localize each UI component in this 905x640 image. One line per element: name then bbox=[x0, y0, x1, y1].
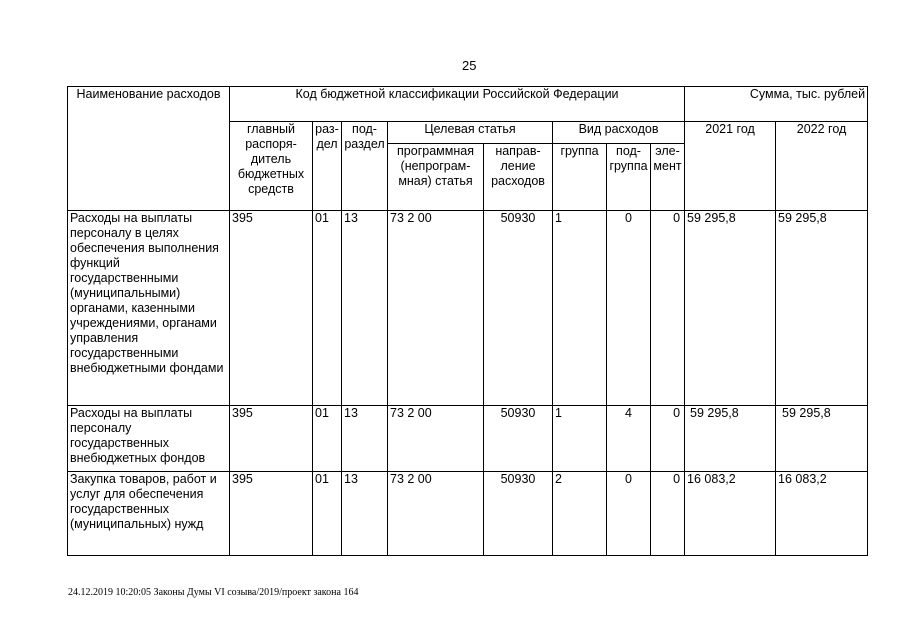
row-sum-2021: 59 295,8 bbox=[685, 211, 776, 406]
page-number: 25 bbox=[462, 58, 477, 73]
row-subgroup: 0 bbox=[607, 472, 651, 556]
row-group: 1 bbox=[553, 211, 607, 406]
row-group: 1 bbox=[553, 406, 607, 472]
header-expense-type: Вид расходов bbox=[553, 122, 685, 144]
table-row bbox=[68, 211, 868, 406]
row-section: 01 bbox=[313, 406, 342, 472]
row-section: 01 bbox=[313, 472, 342, 556]
table-row bbox=[68, 406, 868, 472]
row-direction: 50930 bbox=[484, 211, 553, 406]
row-sum-2021: 59 295,8 bbox=[685, 406, 776, 472]
row-manager: 395 bbox=[230, 211, 313, 406]
header-code: Код бюджетной классификации Российской Федерации bbox=[230, 87, 685, 122]
row-program: 73 2 00 bbox=[388, 472, 484, 556]
header-name: Наименование расходов bbox=[68, 87, 230, 211]
row-section: 01 bbox=[313, 211, 342, 406]
header-sum: Сумма, тыс. рублей bbox=[685, 87, 868, 122]
header-element: эле-мент bbox=[651, 144, 685, 211]
row-element: 0 bbox=[651, 472, 685, 556]
budget-table bbox=[67, 86, 868, 556]
row-sum-2022: 59 295,8 bbox=[776, 211, 868, 406]
row-manager: 395 bbox=[230, 472, 313, 556]
row-element: 0 bbox=[651, 211, 685, 406]
header-main-manager: главный распоря-дитель бюджетных средств bbox=[230, 122, 313, 211]
row-direction: 50930 bbox=[484, 406, 553, 472]
row-program: 73 2 00 bbox=[388, 211, 484, 406]
header-subsection: под-раздел bbox=[342, 122, 388, 211]
table-row bbox=[68, 472, 868, 556]
row-name: Закупка товаров, работ и услуг для обеспечения государственных (муниципальных) нужд bbox=[68, 472, 230, 556]
header-target: Целевая статья bbox=[388, 122, 553, 144]
row-name: Расходы на выплаты персоналу в целях обеспечения выполнения функций государственными (муниципальными) органами, казенными учреждениями, органами управления государственными внебюджетными фондами bbox=[68, 211, 230, 406]
row-subsection: 13 bbox=[342, 406, 388, 472]
header-section: раз-дел bbox=[313, 122, 342, 211]
header-year-2022: 2022 год bbox=[776, 122, 868, 211]
row-sum-2022: 59 295,8 bbox=[776, 406, 868, 472]
row-direction: 50930 bbox=[484, 472, 553, 556]
header-program: программная (непрограм-мная) статья bbox=[388, 144, 484, 211]
header-subgroup: под-группа bbox=[607, 144, 651, 211]
row-name: Расходы на выплаты персоналу государственных внебюджетных фондов bbox=[68, 406, 230, 472]
row-group: 2 bbox=[553, 472, 607, 556]
row-subgroup: 4 bbox=[607, 406, 651, 472]
row-sum-2022: 16 083,2 bbox=[776, 472, 868, 556]
row-sum-2021: 16 083,2 bbox=[685, 472, 776, 556]
row-manager: 395 bbox=[230, 406, 313, 472]
header-direction: направ-ление расходов bbox=[484, 144, 553, 211]
header-group: группа bbox=[553, 144, 607, 211]
row-element: 0 bbox=[651, 406, 685, 472]
row-subsection: 13 bbox=[342, 211, 388, 406]
row-program: 73 2 00 bbox=[388, 406, 484, 472]
row-subsection: 13 bbox=[342, 472, 388, 556]
row-subgroup: 0 bbox=[607, 211, 651, 406]
page-footer: 24.12.2019 10:20:05 Законы Думы VI созыва/2019/проект закона 164 bbox=[68, 587, 359, 598]
header-year-2021: 2021 год bbox=[685, 122, 776, 211]
